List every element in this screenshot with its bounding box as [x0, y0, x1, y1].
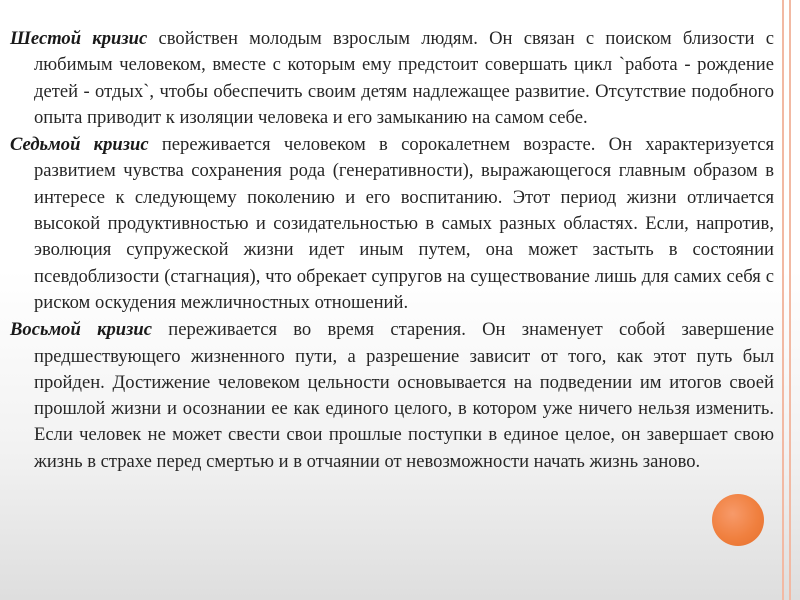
paragraph-seventh-crisis — [10, 132, 774, 316]
term-eighth-crisis: Восьмой кризис — [10, 319, 152, 341]
right-border-line — [789, 0, 791, 600]
right-border-line — [782, 0, 784, 600]
paragraph-eighth-crisis — [10, 317, 774, 475]
paragraph-text: свойствен молодым взрослым людям. Он связан с поиском близости с любимым человеком, вместе с которым ему предстоит совершать цикл `работа - рождение детей - отдых`, чтобы обеспечить своим детям надлежащее развитие. Отсутствие подобного опыта приводит к изоляции человека и его замыканию на самом себе. — [34, 28, 774, 128]
paragraph-text: переживается человеком в сорокалетнем возрасте. Он характеризуется развитием чувства сохранения рода (генеративности), выражающегося главным образом в интересе к следующему поколению и его воспитанию. Этот период жизни отличается высокой продуктивностью и созидательностью в самых разных областях. Если, напротив, эволюция супружеской жизни идет иным путем, она может застыть в состоянии псевдоблизости (стагнация), что обрекает супругов на существование лишь для самих себя с риском оскудения межличностных отношений. — [34, 134, 774, 313]
paragraph-text: переживается во время старения. Он знаменует собой завершение предшествующего жизненного пути, а разрешение зависит от того, как этот путь был пройден. Достижение человеком цельности основывается на подведении им итогов своей прошлой жизни и осознании ее как единого целого, в котором уже ничего нельзя изменить. Если человек не может свести свои прошлые поступки в единое целое, он завершает свою жизнь в страхе перед смертью и в отчаянии от невозможности начать жизнь заново. — [34, 319, 775, 472]
slide-body — [10, 26, 774, 476]
term-sixth-crisis: Шестой кризис — [10, 28, 148, 49]
orange-circle-decoration — [712, 494, 764, 546]
paragraph-sixth-crisis — [10, 26, 774, 131]
term-seventh-crisis: Седьмой кризис — [10, 134, 149, 156]
